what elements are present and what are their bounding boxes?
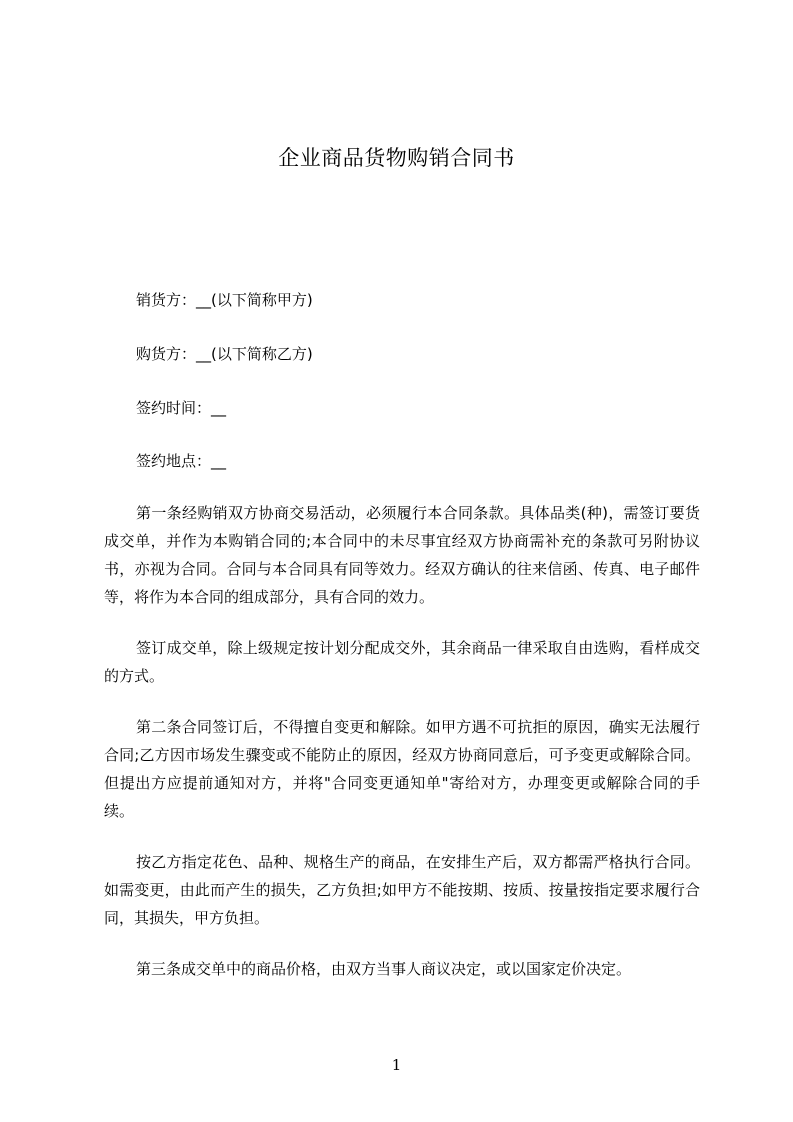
paragraph-article-2: 第二条合同签订后，不得擅自变更和解除。如甲方遇不可抗拒的原因，确实无法履行合同;乙方因市场发生骤变或不能防止的原因，经双方协商同意后，可予变更或解除合同。但提出方应提前通知对方，并将"合同变更通知单"寄给对方，办理变更或解除合同的手续。 <box>104 718 700 820</box>
paragraph-article-1: 第一条经购销双方协商交易活动，必须履行本合同条款。具体品类(种)，需签订要货成交单，并作为本购销合同的;本合同中的未尽事宜经双方协商需补充的条款可另附协议书，亦视为合同。合同与本合同具有同等效力。经双方确认的往来信函、传真、电子邮件等，将作为本合同的组成部分，具有合同的效力。 <box>104 504 700 606</box>
seller-field: 销货方：__(以下简称甲方) <box>136 291 313 309</box>
page-number: 1 <box>391 1056 402 1074</box>
document-title: 企业商品货物购销合同书 <box>278 146 515 170</box>
paragraph-article-3: 第三条成交单中的商品价格，由双方当事人商议决定，或以国家定价决定。 <box>136 960 632 978</box>
sign-place-field: 签约地点：__ <box>136 452 227 470</box>
paragraph-specified-goods: 按乙方指定花色、品种、规格生产的商品，在安排生产后，双方都需严格执行合同。如需变更，由此而产生的损失，乙方负担;如甲方不能按期、按质、按量按指定要求履行合同，其损失，甲方负担。 <box>104 853 700 927</box>
sign-time-field: 签约时间：__ <box>136 399 227 417</box>
buyer-field: 购货方：__(以下简称乙方) <box>136 345 313 363</box>
paragraph-order-form: 签订成交单，除上级规定按计划分配成交外，其余商品一律采取自由选购，看样成交的方式。 <box>104 639 700 685</box>
